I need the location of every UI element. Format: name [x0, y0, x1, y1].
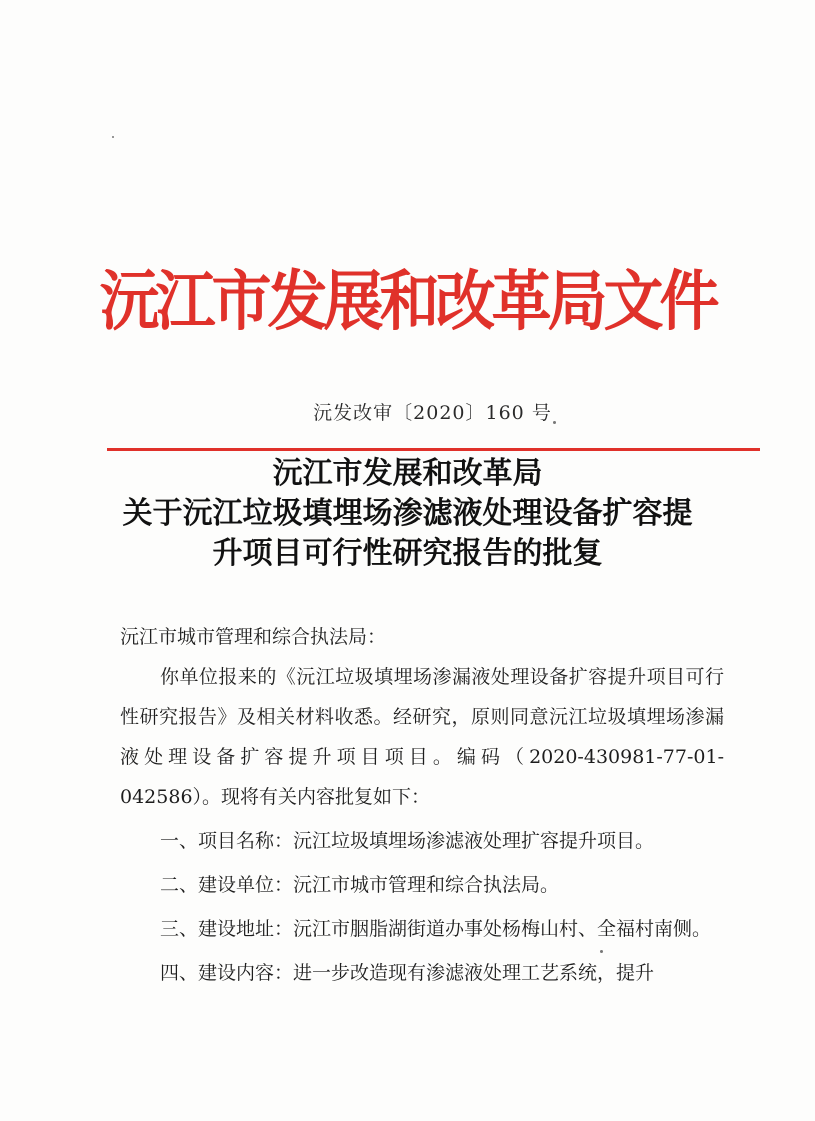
red-divider-line — [107, 448, 760, 451]
list-item-construction-unit: 二、建设单位：沅江市城市管理和综合执法局。 — [160, 874, 560, 896]
approval-title-line-3: 升项目可行性研究报告的批复 — [212, 536, 603, 571]
list-item-project-name: 一、项目名称：沅江垃圾填埋场渗滤液处理扩容提升项目。 — [160, 830, 655, 852]
scan-speck — [112, 136, 114, 138]
addressee: 沅江市城市管理和综合执法局： — [120, 626, 387, 648]
body-paragraph: 你单位报来的《沅江垃圾填埋场渗漏液处理设备扩容提升项目可行性研究报告》及相关材料收悉。经研究，原则同意沅江垃圾填埋场渗漏液处理设备扩容提升项目项目。编码（2020-430981-77-01-042586）。现将有关内容批复如下： — [120, 666, 724, 808]
list-item-construction-content: 四、建设内容：进一步改造现有渗滤液处理工艺系统，提升 — [160, 962, 655, 984]
approval-title-line-1: 沅江市发展和改革局 — [272, 456, 543, 491]
document-number: 沅发改审〔2020〕160 号 — [313, 402, 552, 424]
scan-speck — [600, 950, 603, 953]
approval-title-line-2: 关于沅江垃圾填埋场渗滤液处理设备扩容提 — [122, 496, 693, 531]
document-body — [120, 617, 724, 993]
approval-title — [0, 454, 815, 574]
document-header-title: 沅江市发展和改革局文件 — [99, 264, 716, 340]
list-item-construction-address: 三、建设地址：沅江市胭脂湖街道办事处杨梅山村、全福村南侧。 — [160, 918, 712, 940]
scan-speck — [553, 421, 556, 424]
